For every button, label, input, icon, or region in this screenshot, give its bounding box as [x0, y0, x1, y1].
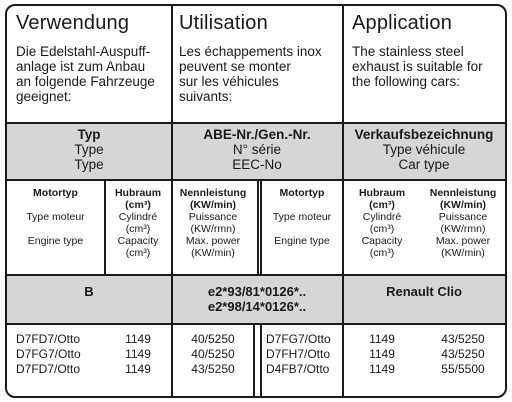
divider [7, 274, 505, 276]
rows-left-power: 40/5250 40/5250 43/5250 [191, 332, 235, 376]
divider [7, 122, 505, 124]
application-table [5, 4, 507, 398]
divider [7, 323, 505, 325]
intro-en: The stainless steel exhaust is suitable for the following cars: [352, 44, 483, 89]
divider [7, 179, 505, 181]
rows-left-engine: D7FD7/Otto D7FG7/Otto D7FD7/Otto [16, 332, 81, 376]
header-verwendung: Verwendung [16, 12, 130, 34]
header-utilisation: Utilisation [179, 12, 268, 34]
col-motortyp-right: Motortyp Type moteur Engine type [272, 187, 332, 247]
intro-fr: Les échappements inox peuvent se monter sur les véhicules suivants: [179, 44, 322, 104]
col-nennleistung-right: Nennleistung (KW/min) Puissance (KW/rmn) Max. power (KW/min) [429, 187, 497, 259]
intro-de: Die Edelstahl-Auspuff- anlage ist zum Anbau an folgende Fahrzeuge geeignet: [16, 44, 155, 104]
rows-left-capacity: 1149 1149 1149 [125, 332, 151, 376]
col-motortyp-left: Motortyp Type moteur Engine type [26, 187, 85, 247]
header-application: Application [352, 12, 453, 34]
col-hubraum-right: Hubraum (cm³) Cylindré (cm³) Capacity (cm³) [358, 187, 406, 259]
col-nennleistung-left: Nennleistung (KW/min) Puissance (KW/rmn) Max. power (KW/min) [179, 187, 247, 259]
col-hubraum-left: Hubraum (cm³) Cylindré (cm³) Capacity (cm³) [114, 187, 162, 259]
band-typ: B [84, 284, 94, 299]
label-verkauf: Verkaufsbezeichnung Type véhicule Car type [354, 127, 494, 172]
band-abe: e2*93/81*0126*.. e2*98/14*0126*.. [207, 284, 307, 314]
rows-right-engine: D7FG7/Otto D7FH7/Otto D4FB7/Otto [266, 332, 331, 376]
subcolumn-divider [260, 323, 262, 396]
rows-right-capacity: 1149 1149 1149 [369, 332, 395, 376]
subcolumn-divider [257, 179, 259, 274]
label-abe: ABE-Nr./Gen.-Nr. N° série EEC-No [203, 127, 311, 172]
rows-right-power: 43/5250 43/5250 55/5500 [441, 332, 485, 376]
band-car: Renault Clio [386, 284, 462, 299]
label-typ: Typ Type Type [74, 127, 104, 172]
